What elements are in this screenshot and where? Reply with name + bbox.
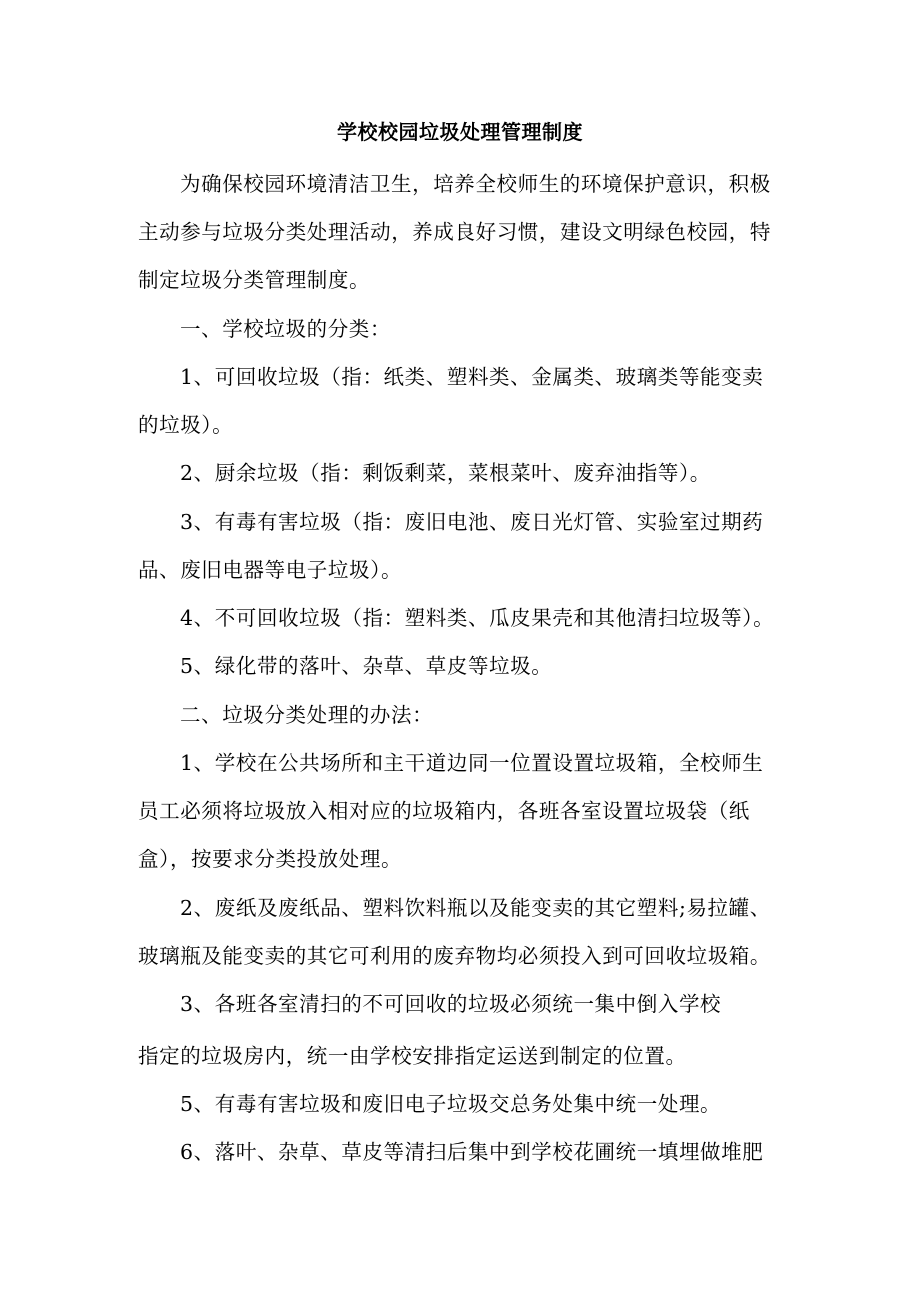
- section-heading-2: 二、垃圾分类处理的办法：: [180, 703, 434, 727]
- list-item-2-1: 1、学校在公共场所和主干道边同一位置设置垃圾箱，全校师生: [180, 751, 764, 775]
- list-item-2-1-cont-1: 员工必须将垃圾放入相对应的垃圾箱内，各班各室设置垃圾袋（纸: [138, 799, 750, 823]
- intro-line-1: 为确保校园环境清洁卫生，培养全校师生的环境保护意识，积极: [180, 172, 771, 196]
- list-item-1-3: 3、有毒有害垃圾（指：废旧电池、废日光灯管、实验室过期药: [180, 510, 764, 534]
- list-item-1-1: 1、可回收垃圾（指：纸类、塑料类、金属类、玻璃类等能变卖: [180, 365, 764, 389]
- list-item-2-2-cont: 玻璃瓶及能变卖的其它可利用的废弃物均必须投入到可回收垃圾箱。: [138, 944, 771, 968]
- list-item-2-2: 2、废纸及废纸品、塑料饮料瓶以及能变卖的其它塑料;易拉罐、: [180, 896, 771, 920]
- intro-line-2: 主动参与垃圾分类处理活动，养成良好习惯，建设文明绿色校园，特: [138, 220, 771, 244]
- list-item-1-1-cont: 的垃圾）。: [138, 413, 234, 437]
- list-item-2-5: 5、有毒有害垃圾和废旧电子垃圾交总务处集中统一处理。: [180, 1092, 722, 1116]
- list-item-2-3: 3、各班各室清扫的不可回收的垃圾必须统一集中倒入学校: [180, 992, 722, 1016]
- list-item-1-3-cont: 品、废旧电器等电子垃圾）。: [138, 558, 403, 582]
- list-item-2-1-cont-2: 盒），按要求分类投放处理。: [138, 847, 403, 871]
- intro-line-3: 制定垃圾分类管理制度。: [138, 268, 371, 292]
- list-item-2-6: 6、落叶、杂草、草皮等清扫后集中到学校花圃统一填埋做堆肥: [180, 1140, 764, 1164]
- list-item-1-5: 5、绿化带的落叶、杂草、草皮等垃圾。: [180, 654, 553, 678]
- list-item-2-3-cont: 指定的垃圾房内，统一由学校安排指定运送到制定的位置。: [138, 1044, 687, 1068]
- section-heading-1: 一、学校垃圾的分类：: [180, 317, 391, 341]
- list-item-1-2: 2、厨余垃圾（指：剩饭剩菜，菜根菜叶、废弃油指等）。: [180, 461, 711, 485]
- list-item-1-4: 4、不可回收垃圾（指：塑料类、瓜皮果壳和其他清扫垃圾等）。: [180, 606, 775, 630]
- document-title: 学校校园垃圾处理管理制度: [337, 120, 583, 144]
